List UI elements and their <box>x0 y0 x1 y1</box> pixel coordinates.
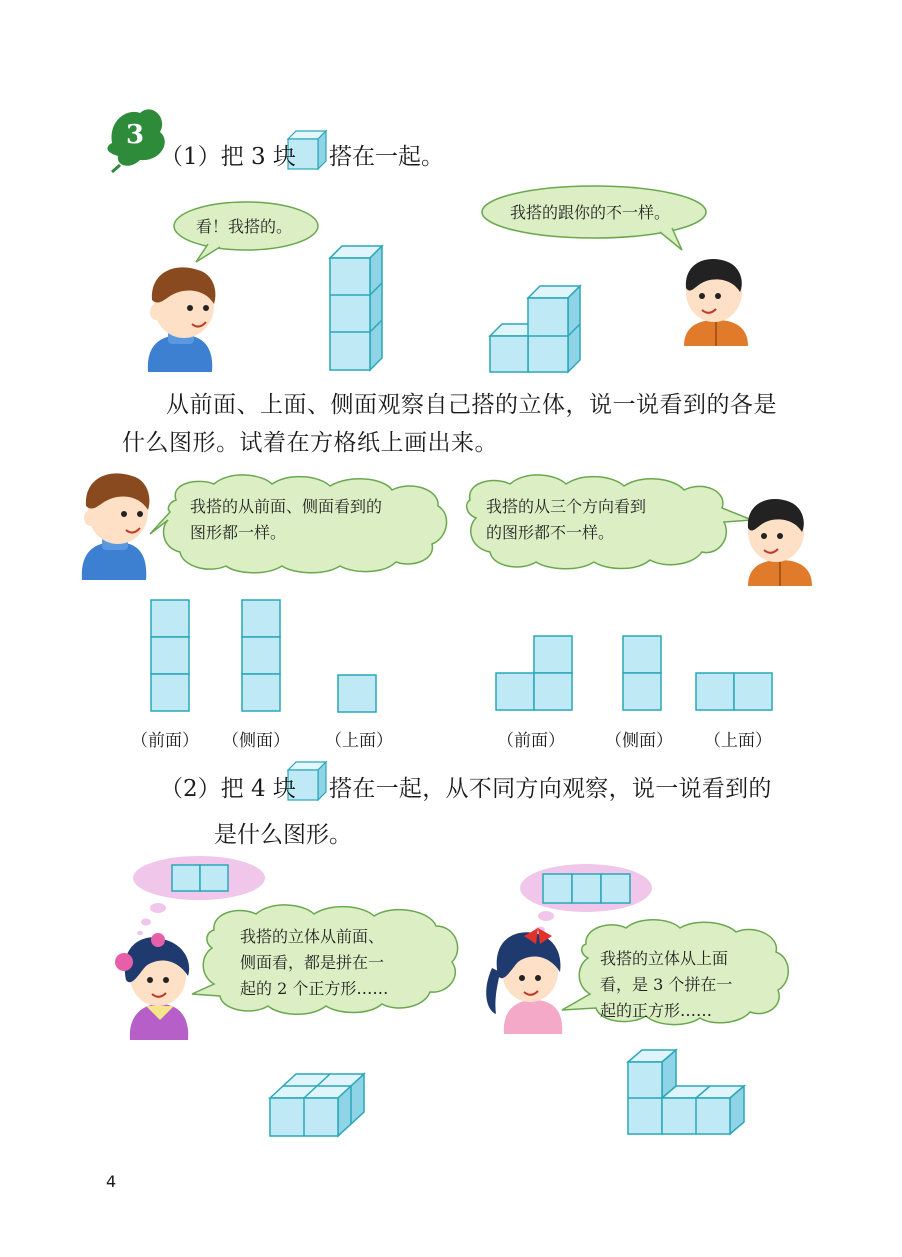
view-side-set2 <box>623 636 661 710</box>
bubble-text-boy1-mid-line2: 图形都一样。 <box>190 523 287 542</box>
slab-four-cubes <box>270 1074 364 1136</box>
bubble-text-girl1-line2: 侧面看，都是拼在一 <box>240 953 385 972</box>
girl-pink-shirt-avatar <box>486 928 562 1034</box>
boy-orange-jacket-avatar <box>684 259 748 346</box>
boy-orange-jacket-avatar <box>748 499 812 586</box>
bubble-text-boy1-top: 看！我搭的。 <box>196 217 293 236</box>
page-number: 4 <box>106 1172 117 1191</box>
part2-suffix: 搭在一起，从不同方向观察，说一说看到的 <box>329 776 772 802</box>
view-top-set2 <box>696 673 772 710</box>
bubble-text-boy2-top: 我搭的跟你的不一样。 <box>510 203 671 222</box>
view-front-set2 <box>496 636 572 710</box>
bubble-text-girl2-line1: 我搭的立体从上面 <box>600 949 729 968</box>
problem-number: 3 <box>126 120 145 150</box>
girl-purple-shirt-avatar <box>115 933 189 1040</box>
view-label-front: （前面） <box>497 731 565 751</box>
part1-suffix: 搭在一起。 <box>329 144 444 170</box>
view-label-top: （上面） <box>325 731 393 751</box>
view-label-top: （上面） <box>704 731 772 751</box>
bubble-text-girl2-line2: 看，是 3 个拼在一 <box>600 975 733 994</box>
view-label-side: （侧面） <box>605 731 673 751</box>
bubble-text-girl1-line1: 我搭的立体从前面、 <box>240 927 385 946</box>
instruction-line1: 从前面、上面、侧面观察自己搭的立体，说一说看到的各是 <box>166 392 777 418</box>
l-shape-four-cubes <box>628 1050 744 1134</box>
view-front-set1 <box>151 600 189 711</box>
view-top-set1 <box>338 675 376 712</box>
view-label-front: （前面） <box>131 731 199 751</box>
tower-three-cubes <box>330 246 382 370</box>
l-shape-three-cubes <box>490 286 580 372</box>
boy-blue-sweater-avatar <box>82 473 150 580</box>
part2-line2: 是什么图形。 <box>214 822 352 848</box>
bubble-text-girl2-line3: 起的正方形…… <box>600 1001 713 1020</box>
boy-blue-sweater-avatar <box>148 267 216 372</box>
part2-prefix: （2）把 4 块 <box>160 776 296 802</box>
bubble-text-girl1-line3: 起的 2 个正方形…… <box>240 979 389 998</box>
view-label-side: （侧面） <box>222 731 290 751</box>
bubble-text-boy2-mid-line1: 我搭的从三个方向看到 <box>486 497 647 516</box>
bubble-text-boy2-mid-line2: 的图形都不一样。 <box>486 523 615 542</box>
instruction-line2: 什么图形。试着在方格纸上画出来。 <box>122 430 498 456</box>
bubble-text-boy1-mid-line1: 我搭的从前面、侧面看到的 <box>190 497 383 516</box>
part1-prefix: （1）把 3 块 <box>160 144 296 170</box>
view-side-set1 <box>242 600 280 711</box>
